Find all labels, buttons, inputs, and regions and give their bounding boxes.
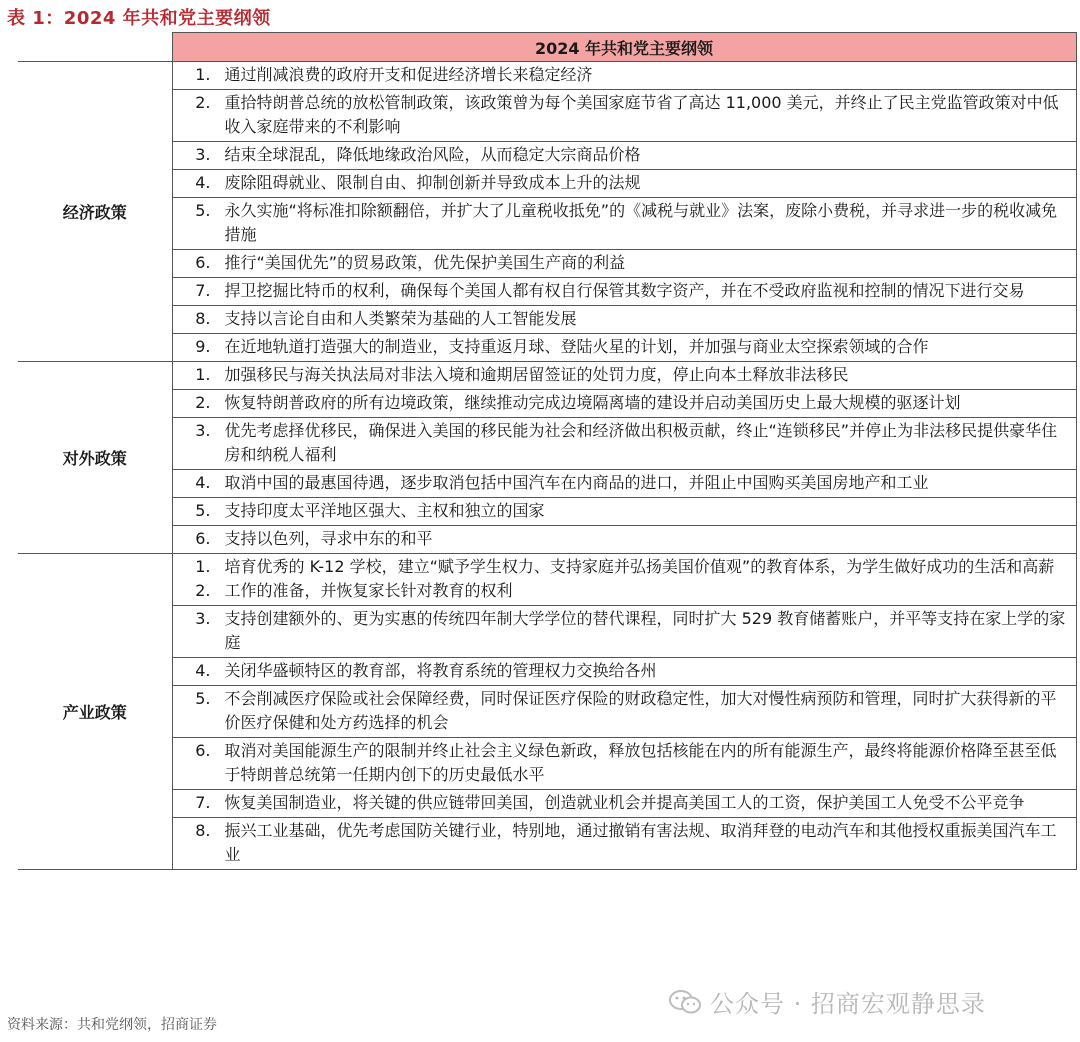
table-row: [18, 170, 1076, 198]
item-number: 5.: [195, 689, 211, 708]
policy-item: [172, 470, 1076, 498]
policy-item: [172, 658, 1076, 686]
item-number: 7.: [195, 793, 211, 812]
table-row: [18, 738, 1076, 790]
item-text: 关闭华盛顿特区的教育部，将教育系统的管理权力交换给各州: [224, 661, 657, 680]
item-text: 不会削减医疗保险或社会保障经费，同时保证医疗保险的财政稳定性，加大对慢性病预防和管理，同时扩大获得新的平价医疗保健和处方药选择的机会: [224, 689, 1057, 732]
policy-item: [172, 306, 1076, 334]
policy-item: [172, 90, 1076, 142]
policy-item: [172, 142, 1076, 170]
item-number: 2.: [195, 393, 211, 412]
item-number: 3.: [195, 145, 211, 164]
section-name: 经济政策: [18, 62, 172, 362]
item-text: 永久实施“将标准扣除额翻倍，并扩大了儿童税收抵免”的《减税与就业》法案，废除小费税，并寻求进一步的税收减免措施: [224, 201, 1058, 244]
policy-item-content: [173, 791, 1070, 815]
item-number: 3.: [195, 421, 211, 440]
policy-item: [172, 526, 1076, 554]
policy-item: [172, 334, 1076, 362]
item-text: 恢复特朗普政府的所有边境政策，继续推动完成边境隔离墙的建设并启动美国历史上最大规模的驱逐计划: [224, 393, 961, 412]
table-row: [18, 306, 1076, 334]
policy-item-content: [173, 307, 1070, 331]
item-text: 培育优秀的 K-12 学校，建立“赋予学生权力、支持家庭并弘扬美国价值观”的教育体系，为学生做好成功的生活和高薪工作的准备，并恢复家长针对教育的权利: [224, 557, 1055, 600]
table-row: [18, 526, 1076, 554]
watermark: [668, 984, 986, 1019]
table-header: 2024 年共和党主要纲领: [172, 33, 1076, 62]
table-row: [18, 278, 1076, 306]
item-number: 4.: [195, 173, 211, 192]
item-number: 8.: [195, 821, 211, 840]
item-number: 6.: [195, 253, 211, 272]
policy-item-content: [173, 527, 1070, 551]
item-text: 加强移民与海关执法局对非法入境和逾期居留签证的处罚力度，停止向本土释放非法移民: [224, 365, 849, 384]
item-number: 5.: [195, 501, 211, 520]
policy-item: [172, 790, 1076, 818]
item-number: 9.: [195, 337, 211, 356]
policy-item-content: [173, 607, 1070, 655]
table-row: [18, 470, 1076, 498]
item-number: 6.: [195, 529, 211, 548]
item-text: 优先考虑择优移民，确保进入美国的移民能为社会和经济做出积极贡献，终止“连锁移民”并停止为非法移民提供豪华住房和纳税人福利: [224, 421, 1058, 464]
policy-item: [172, 418, 1076, 470]
item-text: 恢复美国制造业，将关键的供应链带回美国，创造就业机会并提高美国工人的工资，保护美国工人免受不公平竞争: [224, 793, 1025, 812]
table-row: [18, 686, 1076, 738]
header-blank-cell: [18, 33, 172, 62]
policy-item: [172, 170, 1076, 198]
item-number: 8.: [195, 309, 211, 328]
policy-item-content: [173, 391, 1070, 415]
policy-item-content: [173, 471, 1070, 495]
source-note: 资料来源：共和党纲领，招商证券: [7, 1017, 217, 1033]
table-row: [18, 62, 1076, 90]
item-number: 1.: [195, 365, 211, 384]
policy-item: [172, 362, 1076, 390]
table-row: [18, 658, 1076, 686]
policy-item: [172, 738, 1076, 790]
item-number: 4.: [195, 473, 211, 492]
table-row: [18, 498, 1076, 526]
table-row: [18, 818, 1076, 870]
section-name: 对外政策: [18, 362, 172, 554]
table-row: [18, 554, 1076, 606]
table-row: [18, 142, 1076, 170]
table-row: [18, 606, 1076, 658]
policy-item-content: [173, 687, 1070, 735]
item-text: 支持创建额外的、更为实惠的传统四年制大学学位的替代课程，同时扩大 529 教育储蓄账户，并平等支持在家上学的家庭: [224, 609, 1066, 652]
wechat-icon: [668, 988, 702, 1016]
policy-item-content: [173, 335, 1070, 359]
policy-item: [172, 278, 1076, 306]
watermark-text: 公众号 · 招商宏观静思录: [710, 990, 986, 1018]
item-text: 在近地轨道打造强大的制造业，支持重返月球、登陆火星的计划，并加强与商业太空探索领域的合作: [224, 337, 929, 356]
table-row: [18, 250, 1076, 278]
policy-item-content: [173, 91, 1070, 139]
item-text: 废除阻碍就业、限制自由、抑制创新并导致成本上升的法规: [224, 173, 641, 192]
item-number: 1. 2.: [195, 557, 211, 600]
table-body: [18, 62, 1076, 870]
policy-item-content: [173, 363, 1070, 387]
item-number: 2.: [195, 93, 211, 112]
item-text: 支持印度太平洋地区强大、主权和独立的国家: [224, 501, 545, 520]
section-name: 产业政策: [18, 554, 172, 870]
table-row: [18, 362, 1076, 390]
policy-item-content: [173, 499, 1070, 523]
policy-item-content: [173, 419, 1070, 467]
item-text: 通过削减浪费的政府开支和促进经济增长来稳定经济: [224, 65, 593, 84]
table-row: [18, 790, 1076, 818]
table-header-row: [18, 33, 1076, 62]
policy-item: [172, 554, 1076, 606]
table-title: 表 1：2024 年共和党主要纲领: [7, 8, 271, 29]
item-text: 支持以色列，寻求中东的和平: [224, 529, 433, 548]
item-text: 推行“美国优先”的贸易政策，优先保护美国生产商的利益: [224, 253, 626, 272]
table-row: [18, 334, 1076, 362]
policy-item-content: [173, 659, 1070, 683]
item-text: 支持以言论自由和人类繁荣为基础的人工智能发展: [224, 309, 577, 328]
item-text: 重拾特朗普总统的放松管制政策，该政策曾为每个美国家庭节省了高达 11,000 美元，并终止了民主党监管政策对中低收入家庭带来的不利影响: [224, 93, 1059, 136]
platform-table-wrapper: [18, 32, 1076, 870]
policy-item: [172, 250, 1076, 278]
policy-item: [172, 62, 1076, 90]
table-row: [18, 390, 1076, 418]
policy-item: [172, 818, 1076, 870]
item-text: 结束全球混乱，降低地缘政治风险，从而稳定大宗商品价格: [224, 145, 641, 164]
item-number: 1.: [195, 65, 211, 84]
policy-item-content: [173, 143, 1070, 167]
item-number: 3.: [195, 609, 211, 628]
table-row: [18, 90, 1076, 142]
policy-item-content: [173, 251, 1070, 275]
platform-table: [18, 32, 1077, 870]
item-text: 取消中国的最惠国待遇，逐步取消包括中国汽车在内商品的进口，并阻止中国购买美国房地产和工业: [224, 473, 929, 492]
item-text: 捍卫挖掘比特币的权利，确保每个美国人都有权自行保管其数字资产，并在不受政府监视和控制的情况下进行交易: [224, 281, 1025, 300]
policy-item: [172, 498, 1076, 526]
item-number: 7.: [195, 281, 211, 300]
item-text: 取消对美国能源生产的限制并终止社会主义绿色新政，释放包括核能在内的所有能源生产，最终将能源价格降至甚至低于特朗普总统第一任期内创下的历史最低水平: [224, 741, 1057, 784]
policy-item: [172, 390, 1076, 418]
policy-item: [172, 198, 1076, 250]
item-number: 5.: [195, 201, 211, 220]
item-text: 振兴工业基础，优先考虑国防关键行业，特别地，通过撤销有害法规、取消拜登的电动汽车和其他授权重振美国汽车工业: [224, 821, 1057, 864]
item-number: 4.: [195, 661, 211, 680]
policy-item-content: [173, 555, 1070, 603]
item-number: 6.: [195, 741, 211, 760]
table-row: [18, 198, 1076, 250]
policy-item: [172, 606, 1076, 658]
policy-item-content: [173, 199, 1070, 247]
table-row: [18, 418, 1076, 470]
policy-item-content: [173, 63, 1070, 87]
policy-item-content: [173, 739, 1070, 787]
policy-item-content: [173, 171, 1070, 195]
policy-item-content: [173, 819, 1070, 867]
policy-item-content: [173, 279, 1070, 303]
policy-item: [172, 686, 1076, 738]
